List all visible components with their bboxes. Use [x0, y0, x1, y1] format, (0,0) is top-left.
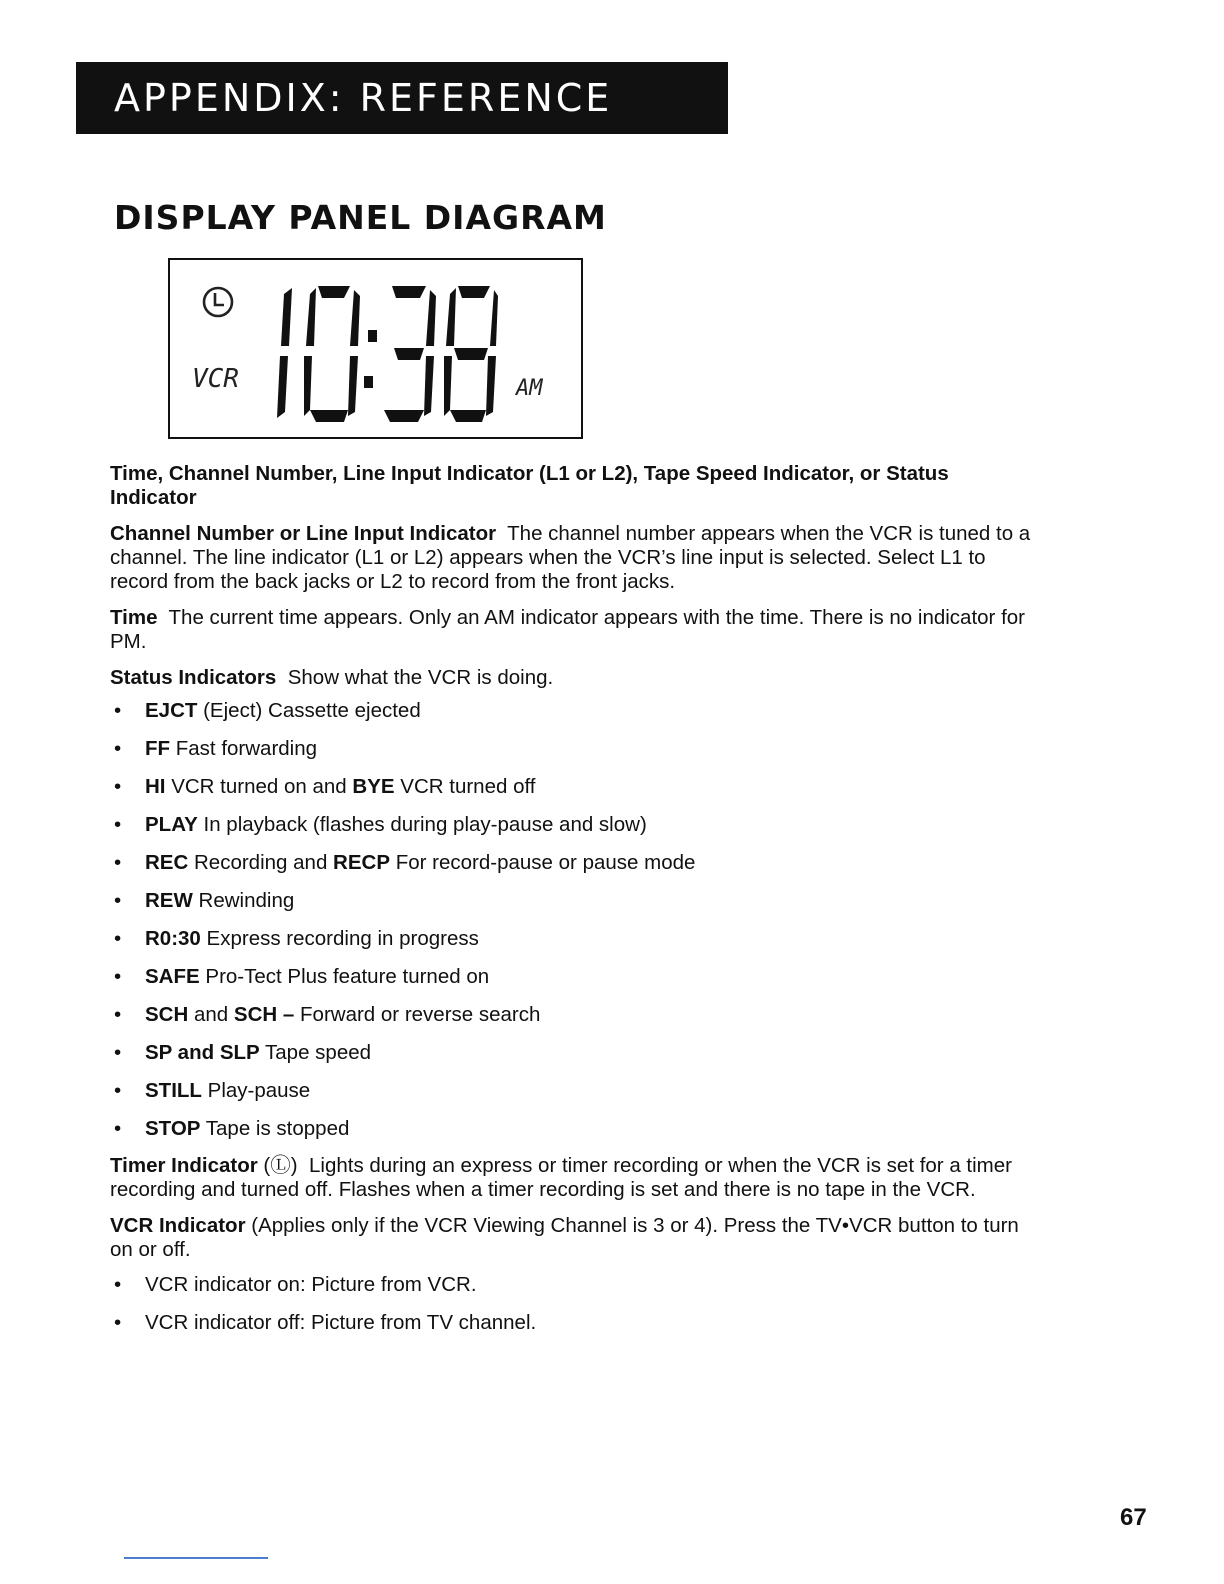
vcr-indicator-label: VCR: [192, 364, 239, 394]
list-item: [110, 888, 1040, 914]
status-description: Recording and: [194, 851, 328, 874]
seven-segment-time: [258, 282, 498, 422]
status-description: and: [194, 1003, 229, 1026]
list-item: [110, 774, 1040, 800]
status-description: VCR turned on and: [171, 775, 347, 798]
list-item: [110, 698, 1040, 724]
status-term: Status Indicators: [110, 666, 277, 689]
status-paragraph: [110, 666, 1040, 690]
header-title: APPENDIX: REFERENCE: [114, 76, 613, 120]
status-text: Show what the VCR is doing.: [287, 666, 554, 689]
list-item: [110, 736, 1040, 762]
time-text: The current time appears. Only an AM indicator appears with the time. There is no indicator for PM.: [110, 606, 1025, 653]
status-term: STILL: [145, 1079, 202, 1102]
clock-icon: [198, 282, 238, 322]
vcr-indicator-term: VCR Indicator: [110, 1214, 246, 1237]
timer-term: Timer Indicator: [110, 1154, 258, 1177]
channel-paragraph: [110, 522, 1040, 594]
status-description: Tape speed: [265, 1041, 372, 1064]
vcr-indicator-paragraph: [110, 1214, 1040, 1262]
list-item: [110, 850, 1040, 876]
status-term: SP and SLP: [145, 1041, 260, 1064]
status-term: STOP: [145, 1117, 201, 1140]
status-description-secondary: VCR turned off: [400, 775, 536, 798]
status-term: PLAY: [145, 813, 198, 836]
am-indicator-label: AM: [516, 376, 543, 401]
channel-text: The channel number appears when the VCR is tuned to a channel. The line indicator (L1 or L2) appears when the VCR’s line input is selected. Select L1 to record from the back jacks or L2 to record from the front jacks.: [110, 522, 1031, 593]
timer-symbol: (Ⓛ): [263, 1154, 298, 1177]
timer-paragraph: [110, 1154, 1040, 1202]
status-term: SCH: [145, 1003, 189, 1026]
status-description: Express recording in progress: [206, 927, 479, 950]
list-item: • VCR indicator off: Picture from TV channel.: [110, 1310, 1040, 1336]
status-description-secondary: Forward or reverse search: [300, 1003, 541, 1026]
status-description-secondary: For record-pause or pause mode: [395, 851, 696, 874]
status-description: Rewinding: [198, 889, 295, 912]
status-list: [110, 698, 1040, 1142]
status-description: Play-pause: [207, 1079, 311, 1102]
timer-text: Lights during an express or timer recording or when the VCR is set for a timer recording and turned off. Flashes when a timer recording is set and there is no tape in the VCR.: [110, 1154, 1012, 1201]
list-item: [110, 1002, 1040, 1028]
footer-rule: [124, 1557, 268, 1559]
section-title: DISPLAY PANEL DIAGRAM: [114, 198, 607, 237]
status-term: SAFE: [145, 965, 200, 988]
list-item: [110, 812, 1040, 838]
time-term: Time: [110, 606, 158, 629]
list-item: [110, 964, 1040, 990]
channel-term: Channel Number or Line Input Indicator: [110, 522, 497, 545]
list-item: [110, 926, 1040, 952]
status-term: EJCT: [145, 699, 198, 722]
status-term: HI: [145, 775, 166, 798]
list-item: [110, 1078, 1040, 1104]
status-term: FF: [145, 737, 171, 760]
status-description: Fast forwarding: [175, 737, 318, 760]
status-description: (Eject) Cassette ejected: [203, 699, 421, 722]
section-header-bar: [76, 62, 728, 134]
status-term: REC: [145, 851, 189, 874]
display-panel-diagram: [168, 258, 583, 439]
status-description: Pro-Tect Plus feature turned on: [205, 965, 490, 988]
list-item: • VCR indicator on: Picture from VCR.: [110, 1272, 1040, 1298]
vcr-indicator-list: [110, 1272, 1040, 1336]
main-content: [110, 462, 1040, 1348]
status-term: R0:30: [145, 927, 201, 950]
page-number: 67: [1120, 1504, 1147, 1531]
status-description: In playback (flashes during play-pause and slow): [203, 813, 647, 836]
display-subhead: Time, Channel Number, Line Input Indicator (L1 or L2), Tape Speed Indicator, or Status Indicator: [110, 462, 949, 509]
status-term-secondary: SCH –: [233, 1003, 295, 1026]
time-paragraph: [110, 606, 1040, 654]
list-item: [110, 1116, 1040, 1142]
status-description: Tape is stopped: [205, 1117, 350, 1140]
status-term: REW: [145, 889, 193, 912]
vcr-indicator-text: (Applies only if the VCR Viewing Channel is 3 or 4). Press the TV•VCR button to turn on or off.: [110, 1214, 1019, 1261]
list-item: [110, 1040, 1040, 1066]
status-term-secondary: BYE: [352, 775, 395, 798]
status-term-secondary: RECP: [333, 851, 391, 874]
